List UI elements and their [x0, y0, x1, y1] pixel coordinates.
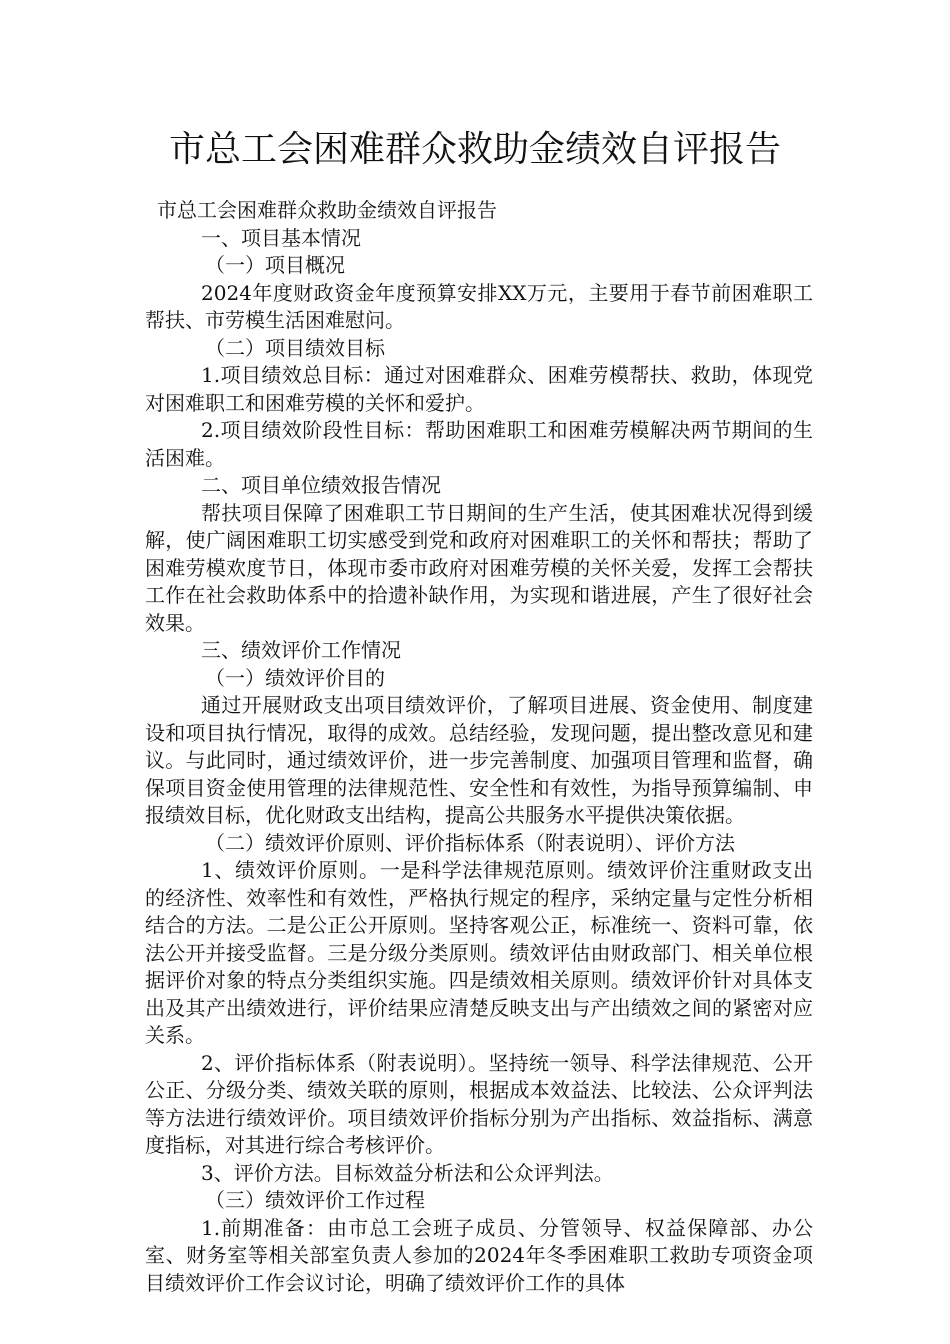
body-paragraph: 通过开展财政支出项目绩效评价，了解项目进展、资金使用、制度建设和项目执行情况，取得的成效。总结经验，发现问题，提出整改意见和建议。与此同时，通过绩效评价，进一步完善制度、加强项目管理和监督，确保项目资金使用管理的法律规范性、安全性和有效性，为指导预算编制、申报绩效目标，优化财政支出结构，提高公共服务水平提供决策依据。 — [145, 693, 813, 827]
body-paragraph: 帮扶项目保障了困难职工节日期间的生产生活，使其困难状况得到缓解，使广阔困难职工切实感受到党和政府对困难职工的关怀和帮扶；帮助了困难劳模欢度节日，体现市委市政府对困难劳模的关怀关爱，发挥工会帮扶工作在社会救助体系中的拾遗补缺作用，为实现和谐进展，产生了很好社会效果。 — [145, 500, 813, 635]
body-paragraph: 2.项目绩效阶段性目标：帮助困难职工和困难劳模解决两节期间的生活困难。 — [145, 418, 813, 470]
subsection-heading: （一）绩效评价目的 — [205, 665, 385, 690]
body-paragraph: 3、评价方法。目标效益分析法和公众评判法。 — [201, 1160, 614, 1185]
subsection-heading: （二）项目绩效目标 — [205, 335, 385, 360]
body-paragraph: 2024年度财政资金年度预算安排XX万元，主要用于春节前困难职工帮扶、市劳模生活困难慰问。 — [145, 280, 813, 332]
subsection-heading: （一）项目概况 — [205, 253, 345, 277]
subsection-heading: （二）绩效评价原则、评价指标体系（附表说明）、评价方法 — [205, 830, 735, 855]
document-subtitle: 市总工会困难群众救助金绩效自评报告 — [157, 198, 497, 222]
document-body — [145, 197, 813, 1297]
section-heading: 三、绩效评价工作情况 — [201, 638, 401, 662]
section-heading: 一、项目基本情况 — [201, 225, 361, 250]
body-paragraph: 2、评价指标体系（附表说明）。坚持统一领导、科学法律规范、公开公正、分级分类、绩效关联的原则，根据成本效益法、比较法、公众评判法等方法进行绩效评价。项目绩效评价指标分别为产出指标、效益指标、满意度指标，对其进行综合考核评价。 — [145, 1050, 813, 1157]
body-paragraph: 1.前期准备：由市总工会班子成员、分管领导、权益保障部、办公室、财务室等相关部室负责人参加的2024年冬季困难职工救助专项资金项目绩效评价工作会议讨论，明确了绩效评价工作的具体 — [145, 1215, 813, 1295]
body-paragraph: 1.项目绩效总目标：通过对困难群众、困难劳模帮扶、救助，体现党对困难职工和困难劳模的关怀和爱护。 — [145, 363, 813, 415]
body-paragraph: 1、绩效评价原则。一是科学法律规范原则。绩效评价注重财政支出的经济性、效率性和有效性，严格执行规定的程序，采纳定量与定性分析相结合的方法。二是公正公开原则。坚持客观公正，标准统一、资料可靠，依法公开并接受监督。三是分级分类原则。绩效评估由财政部门、相关单位根据评价对象的特点分类组织实施。四是绩效相关原则。绩效评价针对具体支出及其产出绩效进行，评价结果应清楚反映支出与产出绩效之间的紧密对应关系。 — [145, 858, 813, 1047]
document-title: 市总工会困难群众救助金绩效自评报告 — [168, 129, 781, 170]
section-heading: 二、项目单位绩效报告情况 — [201, 473, 441, 497]
subsection-heading: （三）绩效评价工作过程 — [205, 1188, 425, 1212]
